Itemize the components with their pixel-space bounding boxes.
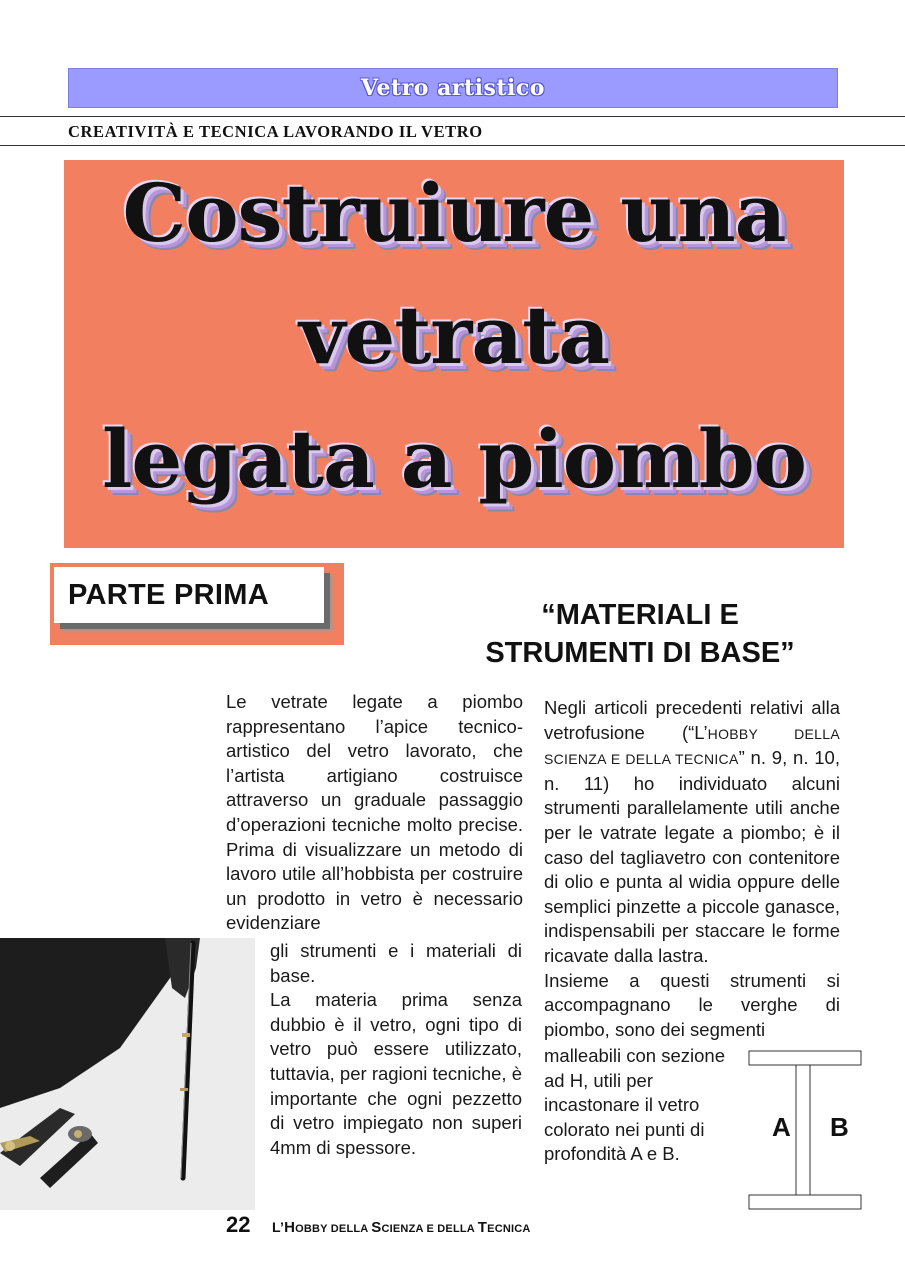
diagram-label-b: B xyxy=(830,1112,849,1142)
tools-photo xyxy=(0,938,255,1210)
part-label: PARTE PRIMA xyxy=(68,578,269,611)
text-run: ” n. 9, n. 10, n. 11) ho individuato alcuni strumenti parallelamente utili anche per le vatrate legate a piombo; è il caso del tagliavetro con contenitore di olio e punta al widia oppure delle semplici pinzette a piccole ganasce, indispensabili per staccare le forme ricavate dalla lastra. xyxy=(544,747,840,966)
footer-text: H xyxy=(284,1219,296,1236)
title-line-2: vetrata xyxy=(298,288,610,382)
footer-text: S xyxy=(371,1219,382,1236)
title-line-3: legata a piombo xyxy=(101,412,807,506)
footer-text: T xyxy=(477,1219,488,1236)
subtitle-line-2: STRUMENTI DI BASE” xyxy=(485,637,795,669)
h-section-diagram xyxy=(748,1050,863,1210)
section-banner xyxy=(68,68,838,108)
paragraph: Insieme a questi strumenti si accompagnano le verghe di piombo, sono dei segmenti xyxy=(544,969,840,1040)
article-column-1-top: Le vetrate legate a piombo rappresentano l’apice tecnico-artistico del vetro lavorato, che l’artista artigiano costruisce attraverso un graduale passaggio d’operazioni tecniche molto precise. Prima di visualizzare un metodo di lavoro utile all’hobbista per costruire un prodotto in vetro è necessario evidenziare xyxy=(226,691,523,934)
title-panel xyxy=(64,160,844,548)
section-title: Vetro artistico xyxy=(361,75,545,101)
footer-text: L’ xyxy=(272,1219,285,1235)
part-label-panel xyxy=(50,563,344,645)
part-label-box xyxy=(54,567,324,623)
paragraph: gli strumenti e i materiali di base. xyxy=(270,940,522,986)
publication-footer xyxy=(272,1219,531,1236)
article-column-2-top xyxy=(544,696,840,1042)
paragraph: La materia prima senza dubbio è il vetro, ogni tipo di vetro può essere utilizzato, tuttavia, per ragioni tecniche, è importante che ogni pezzetto di vetro impiegato non superi 4mm di spessore. xyxy=(270,989,522,1158)
title-line-1: Costruiure una xyxy=(122,166,786,260)
page-number: 22 xyxy=(226,1212,251,1237)
footer-text: ECNICA xyxy=(487,1223,531,1235)
text-run: Negli articoli precedenti relativi alla vetrofusione (“L’ xyxy=(544,697,840,743)
subtitle-line-1: “MATERIALI E xyxy=(541,599,739,631)
article-column-2-bottom: malleabili con sezione ad H, utili per incastonare il vetro colorato nei punti di profondità A e B. xyxy=(544,1045,725,1165)
publication-name: HOBBY DELLA SCIENZA E DELLA TECNICA xyxy=(544,725,840,768)
kicker: CREATIVITÀ E TECNICA LAVORANDO IL VETRO xyxy=(68,122,483,141)
top-rule xyxy=(0,116,905,117)
article-column-1-bottom xyxy=(270,939,522,1160)
subtitle xyxy=(440,596,840,672)
kicker-rule xyxy=(0,145,905,146)
footer-text: OBBY DELLA xyxy=(295,1223,372,1235)
footer-text: CIENZA E DELLA xyxy=(381,1223,478,1235)
diagram-label-a: A xyxy=(772,1112,791,1142)
